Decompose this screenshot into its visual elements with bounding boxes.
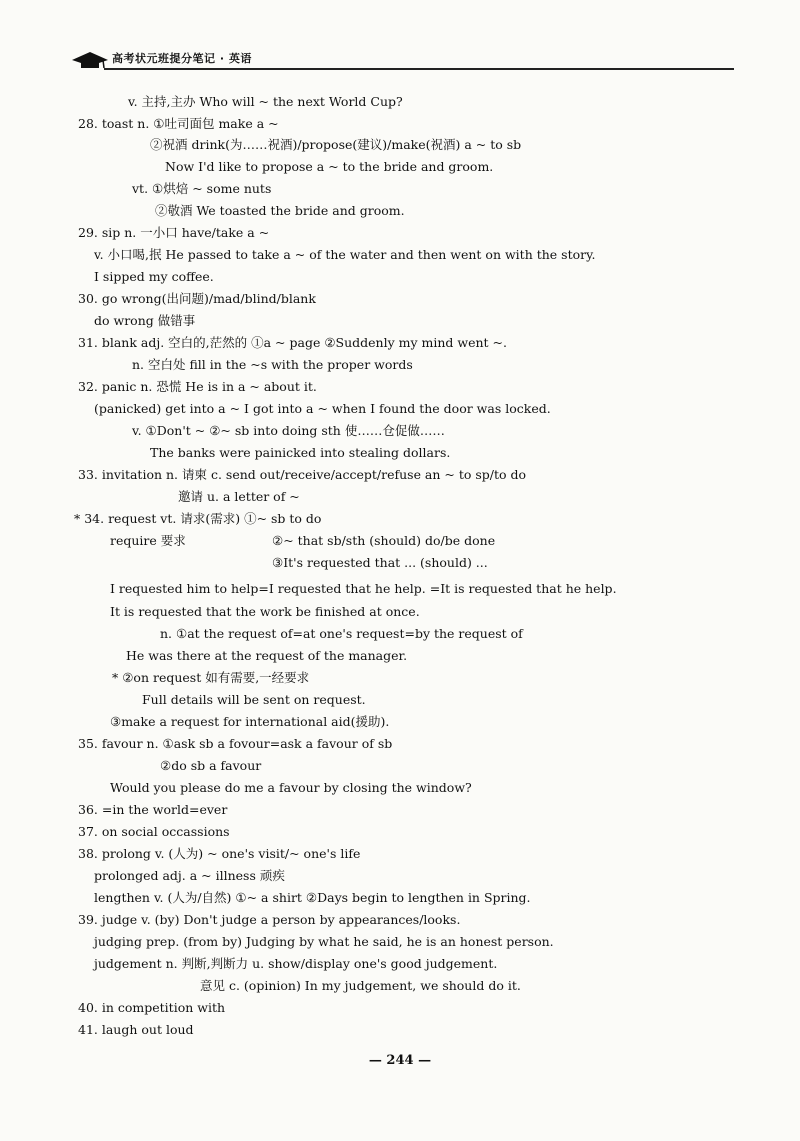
text-line: ②~ that sb/sth (should) do/be done (272, 533, 496, 548)
text-line: 36. =in the world=ever (78, 802, 228, 817)
text-line: n. 空白处 fill in the ~s with the proper words (132, 357, 413, 372)
text-line: 35. favour n. ①ask sb a fovour=ask a favour of sb (78, 736, 393, 751)
text-line: * ②on request 如有需要,一经要求 (112, 670, 310, 685)
header-title: 高考状元班提分笔记 · 英语 (112, 52, 252, 65)
text-line: * 34. request vt. 请求(需求) ①~ sb to do (74, 511, 322, 526)
text-line: judging prep. (from by) Judging by what he said, he is an honest person. (94, 934, 554, 949)
text-line: 40. in competition with (78, 1000, 226, 1015)
text-line: Would you please do me a favour by closing the window? (110, 780, 472, 795)
text-line: 意见 c. (opinion) In my judgement, we should do it. (200, 978, 521, 993)
text-line: v. 小口喝,抿 He passed to take a ~ of the water and then went on with the story. (94, 247, 596, 262)
text-line: 30. go wrong(出问题)/mad/blind/blank (78, 291, 316, 306)
text-line: n. ①at the request of=at one's request=by the request of (160, 626, 523, 641)
text-line: Now I'd like to propose a ~ to the bride and groom. (165, 159, 494, 174)
text-line: 39. judge v. (by) Don't judge a person by appearances/looks. (78, 912, 461, 927)
text-line: 31. blank adj. 空白的,茫然的 ①a ~ page ②Suddenly my mind went ~. (78, 335, 507, 350)
text-line: ②祝酒 drink(为……祝酒)/propose(建议)/make(祝酒) a ~ to sb (150, 137, 522, 152)
text-line: 38. prolong v. (人为) ~ one's visit/~ one's life (78, 846, 361, 861)
text-line: 33. invitation n. 请柬 c. send out/receive/accept/refuse an ~ to sp/to do (78, 467, 527, 482)
text-line: judgement n. 判断,判断力 u. show/display one's good judgement. (94, 956, 498, 971)
text-line: do wrong 做错事 (94, 313, 196, 328)
text-line: require 要求 (110, 533, 186, 548)
text-line: 邀请 u. a letter of ~ (178, 489, 300, 504)
text-line: It is requested that the work be finished at once. (110, 604, 420, 619)
page-header (70, 46, 730, 72)
text-line: ②敬酒 We toasted the bride and groom. (155, 203, 405, 218)
text-line: (panicked) get into a ~ I got into a ~ when I found the door was locked. (94, 401, 551, 416)
text-line: vt. ①烘焙 ~ some nuts (132, 181, 272, 196)
text-line: I sipped my coffee. (94, 269, 214, 284)
graduation-cap-icon (70, 48, 110, 70)
text-line: v. 主持,主办 Who will ~ the next World Cup? (128, 94, 403, 109)
text-line: ③It's requested that ... (should) ... (272, 555, 488, 570)
text-line: v. ①Don't ~ ②~ sb into doing sth 使……仓促做…… (132, 423, 445, 438)
text-line: 37. on social occassions (78, 824, 230, 839)
text-line: 29. sip n. 一小口 have/take a ~ (78, 225, 270, 240)
text-line: He was there at the request of the manager. (126, 648, 408, 663)
text-line: The banks were painicked into stealing dollars. (150, 445, 451, 460)
page-number: — 244 — (368, 1053, 432, 1068)
text-line: 32. panic n. 恐慌 He is in a ~ about it. (78, 379, 317, 394)
text-line: lengthen v. (人为/自然) ①~ a shirt ②Days begin to lengthen in Spring. (94, 890, 531, 905)
text-line: 28. toast n. ①吐司面包 make a ~ (78, 116, 279, 131)
header-rule (104, 68, 734, 70)
text-line: ②do sb a favour (160, 758, 262, 773)
text-line: prolonged adj. a ~ illness 顽疾 (94, 868, 285, 883)
text-line: 41. laugh out loud (78, 1022, 194, 1037)
text-line: ③make a request for international aid(援助). (110, 714, 390, 729)
text-line: Full details will be sent on request. (142, 692, 366, 707)
text-line: I requested him to help=I requested that he help. =It is requested that he help. (110, 581, 617, 596)
